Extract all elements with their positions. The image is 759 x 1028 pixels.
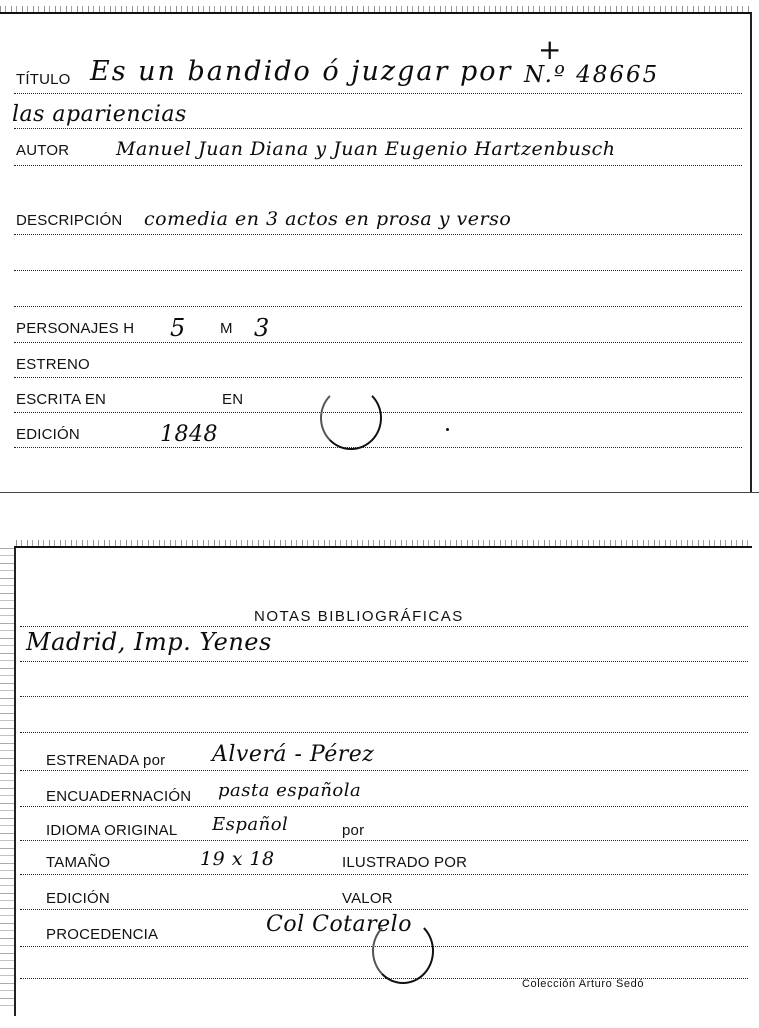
scan-edge-noise xyxy=(0,548,14,1008)
notas-heading: NOTAS BIBLIOGRÁFICAS xyxy=(254,608,464,625)
tamano-label: TAMAÑO xyxy=(46,854,111,871)
tamano-value: 19 x 18 xyxy=(200,848,275,870)
idioma-label: IDIOMA ORIGINAL xyxy=(46,822,178,839)
idioma-por-label: por xyxy=(342,822,365,839)
rule xyxy=(14,165,742,166)
rule xyxy=(14,447,742,448)
collection-footer: Colección Arturo Sedó xyxy=(522,978,645,990)
personajes-h-value: 5 xyxy=(170,314,186,342)
scan-edge-noise xyxy=(0,6,750,12)
escrita-en-label: EN xyxy=(222,391,244,408)
ink-stamp-mark xyxy=(372,918,434,984)
ink-dot xyxy=(446,428,449,431)
personajes-m-value: 3 xyxy=(254,314,270,342)
rule xyxy=(20,806,748,807)
personajes-m-label: M xyxy=(220,320,233,337)
titulo-label: TÍTULO xyxy=(16,71,71,88)
edicion-back-label: EDICIÓN xyxy=(46,890,110,907)
cross-mark: + xyxy=(538,33,562,66)
rule xyxy=(20,874,748,875)
personajes-label: PERSONAJES H xyxy=(16,320,135,337)
procedencia-value: Col Cotarelo xyxy=(266,912,412,937)
catalog-number: N.º 48665 xyxy=(524,62,660,88)
rule xyxy=(20,770,748,771)
idioma-value: Español xyxy=(212,814,289,835)
rule xyxy=(14,377,742,378)
rule xyxy=(20,696,748,697)
estreno-label: ESTRENO xyxy=(16,356,90,373)
rule xyxy=(14,306,742,307)
estrenada-label: ESTRENADA por xyxy=(46,752,166,769)
catalog-card-front xyxy=(0,12,752,492)
encuadernacion-value: pasta española xyxy=(218,780,362,801)
ilustrado-label: ILUSTRADO POR xyxy=(342,854,468,871)
rule xyxy=(20,661,748,662)
rule xyxy=(14,128,742,129)
valor-label: VALOR xyxy=(342,890,393,907)
procedencia-label: PROCEDENCIA xyxy=(46,926,159,943)
titulo-value-line2: las apariencias xyxy=(12,102,187,127)
rule xyxy=(14,342,742,343)
descripcion-label: DESCRIPCIÓN xyxy=(16,212,123,229)
autor-label: AUTOR xyxy=(16,142,70,159)
card-divider xyxy=(0,492,759,493)
rule xyxy=(20,732,748,733)
notas-line-1: Madrid, Imp. Yenes xyxy=(26,628,272,656)
ink-stamp-mark xyxy=(320,386,382,450)
rule xyxy=(20,840,748,841)
titulo-value: Es un bandido ó juzgar por xyxy=(90,56,513,87)
descripcion-value: comedia en 3 actos en prosa y verso xyxy=(144,208,512,230)
rule xyxy=(14,234,742,235)
escrita-label: ESCRITA EN xyxy=(16,391,107,408)
rule xyxy=(20,626,748,627)
autor-value: Manuel Juan Diana y Juan Eugenio Hartzenbusch xyxy=(116,138,616,160)
edicion-value: 1848 xyxy=(160,422,218,447)
estrenada-value: Alverá - Pérez xyxy=(212,742,375,767)
rule xyxy=(14,270,742,271)
catalog-card-back xyxy=(14,546,752,1016)
rule xyxy=(20,909,748,910)
rule xyxy=(14,93,742,94)
encuadernacion-label: ENCUADERNACIÓN xyxy=(46,788,192,805)
scan-edge-noise xyxy=(16,540,752,546)
edicion-label: EDICIÓN xyxy=(16,426,80,443)
